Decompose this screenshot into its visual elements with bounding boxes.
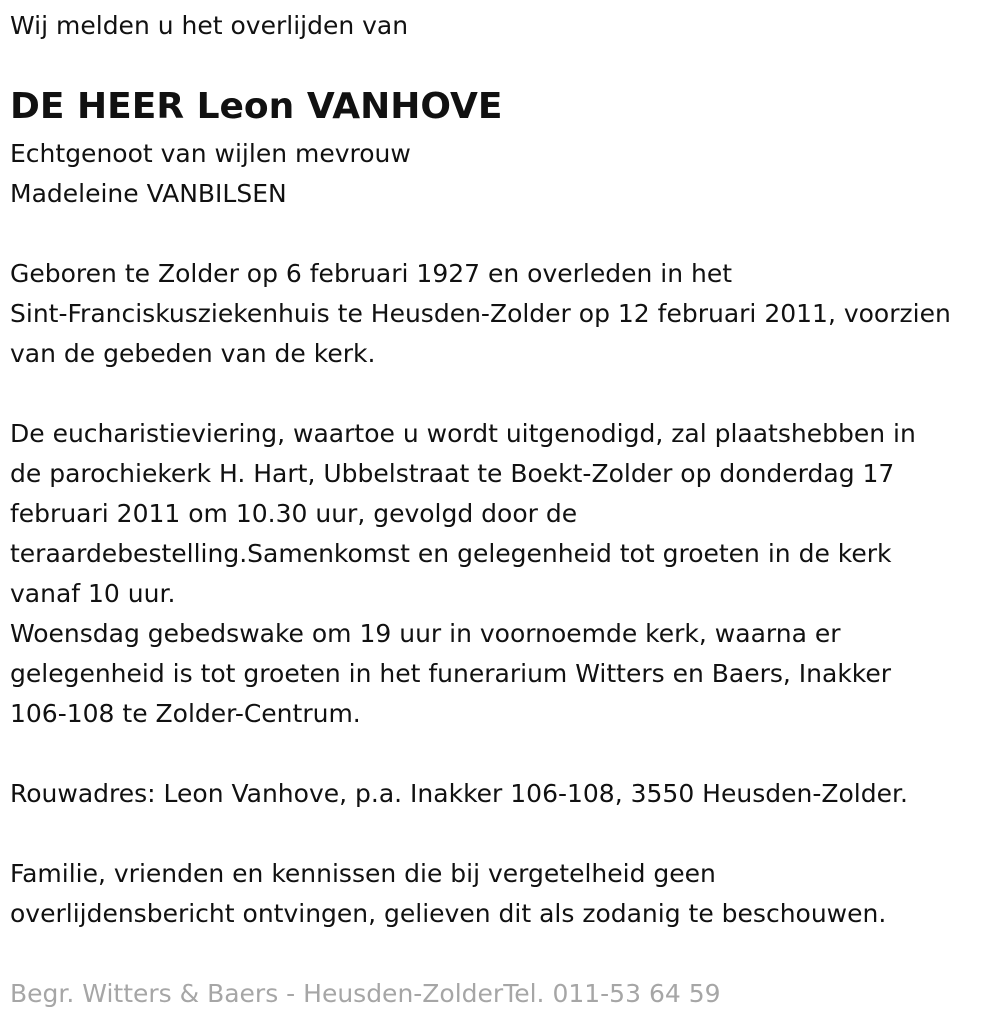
paragraph-line: Familie, vrienden en kennissen die bij vergetelheid geen	[10, 859, 716, 888]
paragraph-line: Geboren te Zolder op 6 februari 1927 en overleden in het	[10, 259, 733, 288]
funeral-home-footer: Begr. Witters & Baers - Heusden-ZolderTel. 011-53 64 59	[10, 979, 721, 1008]
paragraph-line: De eucharistieviering, waartoe u wordt uitgenodigd, zal plaatshebben in	[10, 419, 916, 448]
paragraph-line: gelegenheid is tot groeten in het funerarium Witters en Baers, Inakker	[10, 659, 892, 688]
paragraph-line: Echtgenoot van wijlen mevrouw	[10, 139, 411, 168]
paragraph-line: Sint-Franciskusziekenhuis te Heusden-Zolder op 12 februari 2011, voorzien	[10, 299, 951, 328]
paragraph-line: februari 2011 om 10.30 uur, gevolgd door de	[10, 499, 578, 528]
paragraph-line: vanaf 10 uur.	[10, 579, 176, 608]
family-paragraph	[10, 854, 886, 934]
paragraph-line: teraardebestelling.Samenkomst en gelegenheid tot groeten in de kerk	[10, 539, 892, 568]
paragraph-line: van de gebeden van de kerk.	[10, 339, 376, 368]
ceremony-paragraph	[10, 414, 916, 614]
paragraph-line: Woensdag gebedswake om 19 uur in voornoemde kerk, waarna er	[10, 619, 841, 648]
deceased-name: DE HEER Leon VANHOVE	[10, 86, 503, 127]
intro-text: Wij melden u het overlijden van	[10, 11, 409, 40]
paragraph-line: Madeleine VANBILSEN	[10, 179, 287, 208]
spouse-paragraph	[10, 134, 411, 214]
paragraph-line: overlijdensbericht ontvingen, gelieven dit als zodanig te beschouwen.	[10, 899, 887, 928]
paragraph-line: 106-108 te Zolder-Centrum.	[10, 699, 361, 728]
mourning-address: Rouwadres: Leon Vanhove, p.a. Inakker 106-108, 3550 Heusden-Zolder.	[10, 779, 908, 808]
wake-paragraph	[10, 614, 891, 734]
birth-death-paragraph	[10, 254, 951, 374]
paragraph-line: de parochiekerk H. Hart, Ubbelstraat te Boekt-Zolder op donderdag 17	[10, 459, 895, 488]
